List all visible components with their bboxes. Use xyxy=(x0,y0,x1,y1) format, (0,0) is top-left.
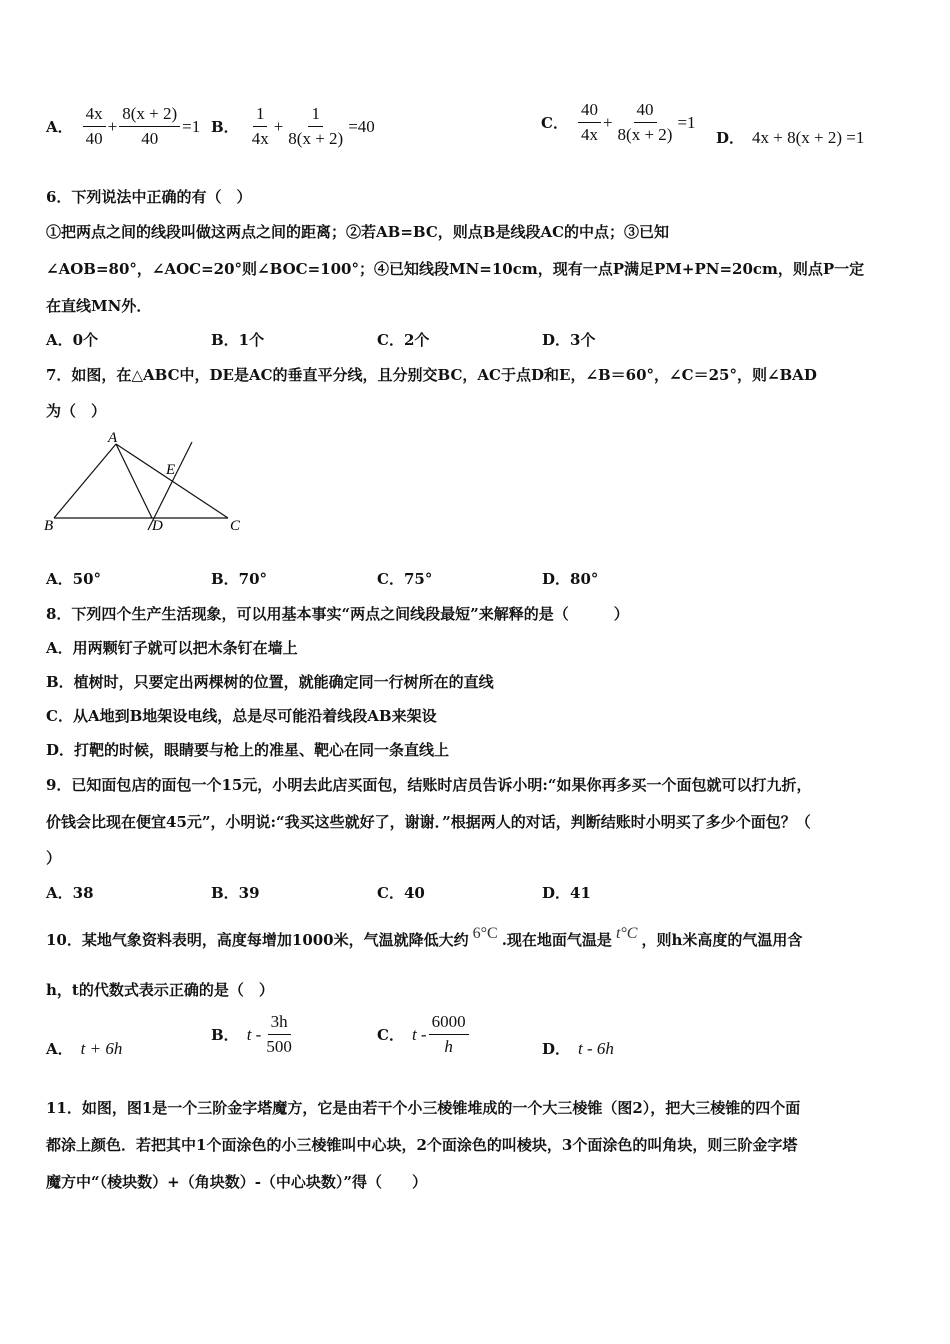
q5-option-d-label: D． xyxy=(716,129,745,147)
q5-option-b: B． $\frac{1}{4x}$ + $\frac{1}{8(x + 2)}$ =40 xyxy=(211,104,375,148)
q6-option-c: C．2个 xyxy=(377,331,430,349)
q7-option-b: B．70° xyxy=(211,570,268,588)
q6-line-1: ①把两点之间的线段叫做这两点之间的距离；②若AB=BC，则点B是线段AC的中点；③已知 xyxy=(46,223,670,241)
fraction: $\frac{6000}{h}$ xyxy=(429,1012,469,1057)
q9-line-1: 9．已知面包店的面包一个15元，小明去此店买面包，结账时店员告诉小明:“如果你再多买一个面包就可以打九折， xyxy=(46,776,812,794)
q11-line-1: 11．如图，图1是一个三阶金字塔魔方，它是由若干个小三棱锥堆成的一个大三棱锥（图2），把大三棱锥的四个面 xyxy=(46,1099,801,1117)
q10-option-c: C． t - $\frac{6000}{h}$ xyxy=(377,1012,471,1057)
q10-line-1: 10．某地气象资料表明，高度每增加1000米，气温就降低大约 6°C .现在地面气温是 t°C ，则h米高度的气温用含 xyxy=(46,925,803,949)
q6-option-b: B．1个 xyxy=(211,331,265,349)
q5-option-d xyxy=(716,127,864,148)
q5-option-c: C． $\frac{40}{4x}$ + $\frac{40}{8(x + 2)}$ =1 xyxy=(541,100,696,144)
ground-temperature: t°C xyxy=(615,925,638,942)
q10-option-d-label: D． xyxy=(542,1040,571,1058)
label-a: A xyxy=(108,430,118,446)
fraction: $\frac{3h}{500}$ xyxy=(266,1012,292,1056)
q9-line-3: ） xyxy=(46,849,62,867)
label-b: B xyxy=(44,518,54,534)
q9-option-d: D．41 xyxy=(542,884,591,902)
label-d: D xyxy=(152,518,163,534)
q10-option-b: B． t - $\frac{3h}{500}$ xyxy=(211,1012,297,1057)
fraction: $\frac{40}{4x}$ xyxy=(578,100,601,145)
q9-option-a: A．38 xyxy=(46,884,94,902)
q11-line-3: 魔方中“（棱块数）+（角块数）-（中心块数）”得（ ） xyxy=(46,1173,428,1191)
q9-option-b: B．39 xyxy=(211,884,260,902)
q10-line-2: h，t的代数式表示正确的是（ ） xyxy=(46,981,274,999)
q7-option-a: A．50° xyxy=(46,570,102,588)
q7-option-c: C．75° xyxy=(377,570,433,588)
fraction: $\frac{8(x + 2)}{40}$ xyxy=(119,104,180,149)
label-c: C xyxy=(230,518,241,534)
q5-option-c-label: C． xyxy=(541,114,568,132)
q6-line-3: 在直线MN外． xyxy=(46,297,152,315)
q7-option-d: D．80° xyxy=(542,570,599,588)
q11-line-2: 都涂上颜色．若把其中1个面涂色的小三棱锥叫中心块，2个面涂色的叫棱块，3个面涂色的叫角块，则三阶金字塔 xyxy=(46,1136,798,1154)
q6-option-a: A．0个 xyxy=(46,331,99,349)
q8-option-c: C．从A地到B地架设电线，总是尽可能沿着线段AB来架设 xyxy=(46,707,437,725)
label-e: E xyxy=(166,462,176,478)
q9-line-2: 价钱会比现在便宜45元”，小明说:“我买这些就好了，谢谢．”根据两人的对话，判断结账时小明买了多少个面包？（ xyxy=(46,813,811,831)
expression: t - 6h xyxy=(578,1038,614,1058)
q10-option-a xyxy=(46,1038,122,1059)
q8-option-b: B．植树时，只要定出两棵树的位置，就能确定同一行树所在的直线 xyxy=(46,673,494,691)
q7-line-1: 7．如图，在△ABC中，DE是AC的垂直平分线，且分别交BC，AC于点D和E，∠B＝60°，∠C＝25°，则∠BAD xyxy=(46,366,817,384)
fraction: $\frac{1}{4x}$ xyxy=(251,104,269,148)
q6-option-d: D．3个 xyxy=(542,331,596,349)
expression: t + 6h xyxy=(80,1038,123,1058)
q8-stem: 8．下列四个生产生活现象，可以用基本事实“两点之间线段最短”来解释的是（ ） xyxy=(46,605,629,623)
q5-option-a: A． $\frac{4x}{40}$ + $\frac{8(x + 2)}{40}$ =1 xyxy=(46,104,201,148)
q6-line-2: ∠AOB=80°，∠AOC=20°则∠BOC=100°；④已知线段MN=10cm，现有一点P满足PM+PN=20cm，则点P一定 xyxy=(46,260,865,278)
q9-option-c: C．40 xyxy=(377,884,425,902)
equation-rhs: =1 xyxy=(182,116,201,136)
q5-option-a-label: A． xyxy=(46,118,73,136)
fraction: $\frac{40}{8(x + 2)}$ xyxy=(617,100,673,144)
q10-option-d xyxy=(542,1038,614,1059)
segment-ad xyxy=(116,444,152,518)
q7-triangle-figure xyxy=(40,426,250,541)
perpendicular-bisector-de xyxy=(148,442,192,530)
fraction: $\frac{4x}{40}$ xyxy=(83,104,106,149)
q10-option-b-label: B． xyxy=(211,1026,239,1044)
q8-option-a: A．用两颗钉子就可以把木条钉在墙上 xyxy=(46,639,298,657)
equation-rhs: =1 xyxy=(677,112,696,132)
q6-stem: 6．下列说法中正确的有（ ） xyxy=(46,188,252,206)
q10-option-a-label: A． xyxy=(46,1040,73,1058)
fraction: $\frac{1}{8(x + 2)}$ xyxy=(288,104,344,148)
side-ab xyxy=(54,444,116,518)
temperature-drop: 6°C xyxy=(472,925,498,942)
q7-line-2: 为（ ） xyxy=(46,402,107,420)
equation-rhs: =40 xyxy=(348,116,375,136)
equation: 4x + 8(x + 2) =1 xyxy=(752,127,865,147)
q5-option-b-label: B． xyxy=(211,118,239,136)
q10-option-c-label: C． xyxy=(377,1026,404,1044)
q8-option-d: D．打靶的时候，眼睛要与枪上的准星、靶心在同一条直线上 xyxy=(46,741,450,759)
